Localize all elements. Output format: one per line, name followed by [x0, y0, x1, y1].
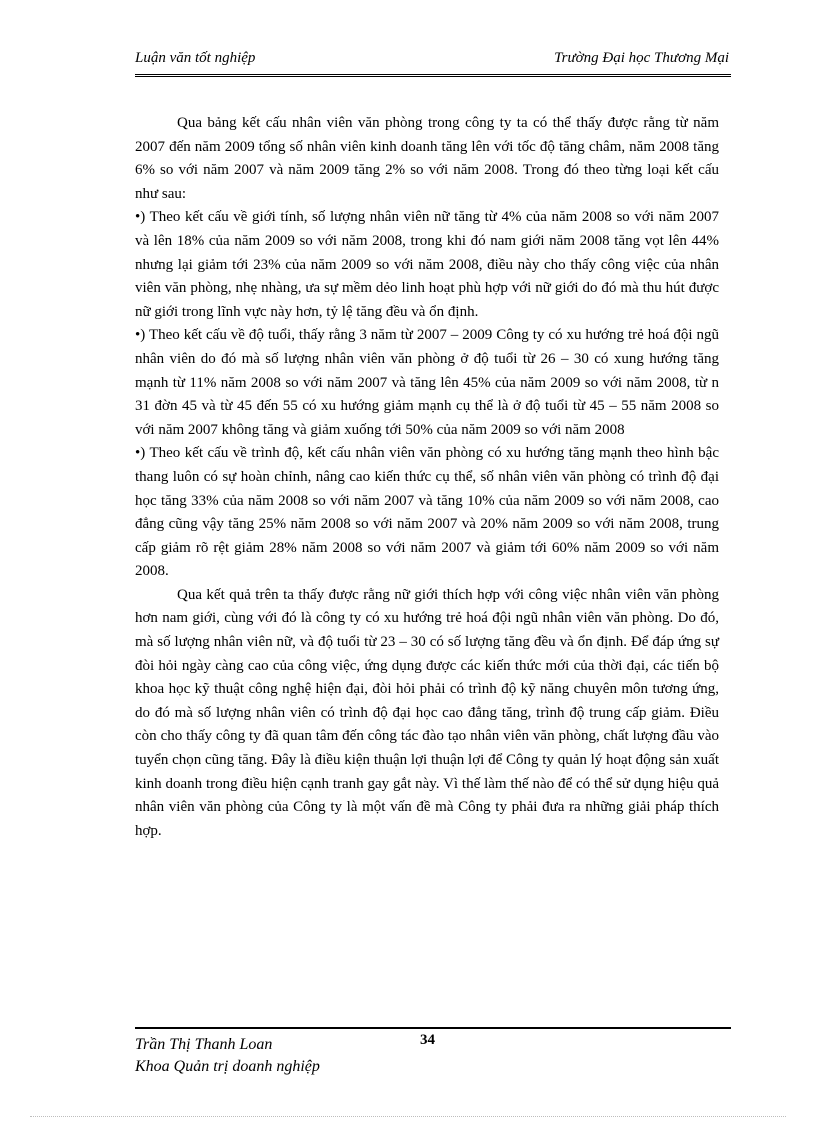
- footer-department: Khoa Quản trị doanh nghiệp: [135, 1058, 320, 1075]
- page-number: 34: [420, 1032, 435, 1048]
- header-university-name: Trường Đại học Thương Mại: [554, 50, 729, 66]
- page-bottom-dotted-line: [30, 1116, 786, 1117]
- document-body: [135, 112, 719, 843]
- footer-divider: [135, 1027, 731, 1029]
- age-structure-paragraph: •) Theo kết cấu về độ tuổi, thấy rằng 3 năm từ 2007 – 2009 Công ty có xu hướng trẻ hoá đội ngũ nhân viên do đó mà số lượng nhân viên văn phòng ở độ tuổi từ 26 – 30 có xung hướng tăng mạnh từ 11% năm 2008 so với năm 2007 và tăng lên 45% của năm 2009 so với năm 2008, từ n 31 đờn 45 và từ 45 đến 55 có xu hướng giảm mạnh cụ thể là ở độ tuổi từ 45 – 55 năm 2008 so với năm 2007 không tăng và giảm xuống tới 50% của năm 2009 so với năm 2008: [135, 327, 719, 438]
- footer-author-name: Trần Thị Thanh Loan: [135, 1036, 273, 1053]
- conclusion-paragraph: Qua kết quả trên ta thấy được rằng nữ giới thích hợp với công việc nhân viên văn phòng hơn nam giới, cùng với đó là công ty có xu hướng trẻ hoá đội ngũ nhân viên văn phòng. Do đó, mà số lượng nhân viên nữ, và độ tuổi từ 23 – 30 có số lượng tăng đều và ổn định. Để đáp ứng sự đòi hỏi ngày càng cao của công việc, ứng dụng được các kiến thức mới của thời đại, các tiến bộ khoa học kỹ thuật công nghệ hiện đại, đòi hỏi phải có trình độ kỹ năng chuyên môn tương ứng, do đó mà số lượng nhân viên có trình độ đại học cao đẳng tăng, trình độ trung cấp giảm. Điều còn cho thấy công ty đã quan tâm đến công tác đào tạo nhân viên văn phòng, chất lượng đầu vào tuyển chọn cũng tăng. Đây là điều kiện thuận lợi thuận lợi để Công ty quản lý hoạt động sản xuất kinh doanh trong điều hiện cạnh tranh gay gắt này. Vì thế làm thế nào để có thể sử dụng hiệu quả nhân viên văn phòng của Công ty là một vấn đề mà Công ty phải đưa ra những giải pháp thích hợp.: [135, 586, 719, 839]
- gender-structure-paragraph: •) Theo kết cấu về giới tính, số lượng nhân viên nữ tăng từ 4% của năm 2008 so với năm 2007 và lên 18% của năm 2009 so với năm 2008, trong khi đó nam giới năm 2008 tăng vọt lên 44% nhưng lại giảm tới 23% của năm 2009 so với năm 2008, điều này cho thấy công việc của nhân viên văn phòng, nhẹ nhàng, ưa sự mềm dẻo linh hoạt phù hợp với nữ giới do đó mà thu hút được nữ giới trong lĩnh vực này hơn, tỷ lệ tăng đều và ổn định.: [135, 209, 719, 320]
- intro-paragraph: Qua bảng kết cấu nhân viên văn phòng trong công ty ta có thể thấy được rằng từ năm 2007 đến năm 2009 tổng số nhân viên kinh doanh tăng lên với tốc độ tăng châm, năm 2008 tăng 6% so với năm 2007 và năm 2009 tăng 2% so với năm 2008. Trong đó theo từng loại kết cấu như sau:: [135, 115, 719, 202]
- page-header: [135, 48, 731, 77]
- header-thesis-label: Luận văn tốt nghiệp: [135, 50, 256, 66]
- education-structure-paragraph: •) Theo kết cấu về trình độ, kết cấu nhân viên văn phòng có xu hướng tăng mạnh theo hình bậc thang luôn có sự hoàn chỉnh, nâng cao kiến thức cụ thể, số nhân viên văn phòng có trình độ đại học tăng 33% của năm 2008 so với năm 2007 và tăng 10% của năm 2009 so với năm 2008, cao đẳng cũng vậy tăng 25% năm 2008 so với năm 2007 và 20% năm 2009 so với năm 2008, trung cấp giảm rõ rệt giảm 28% năm 2008 so với năm 2007 và giảm tới 60% năm 2009 so với năm 2008.: [135, 445, 719, 580]
